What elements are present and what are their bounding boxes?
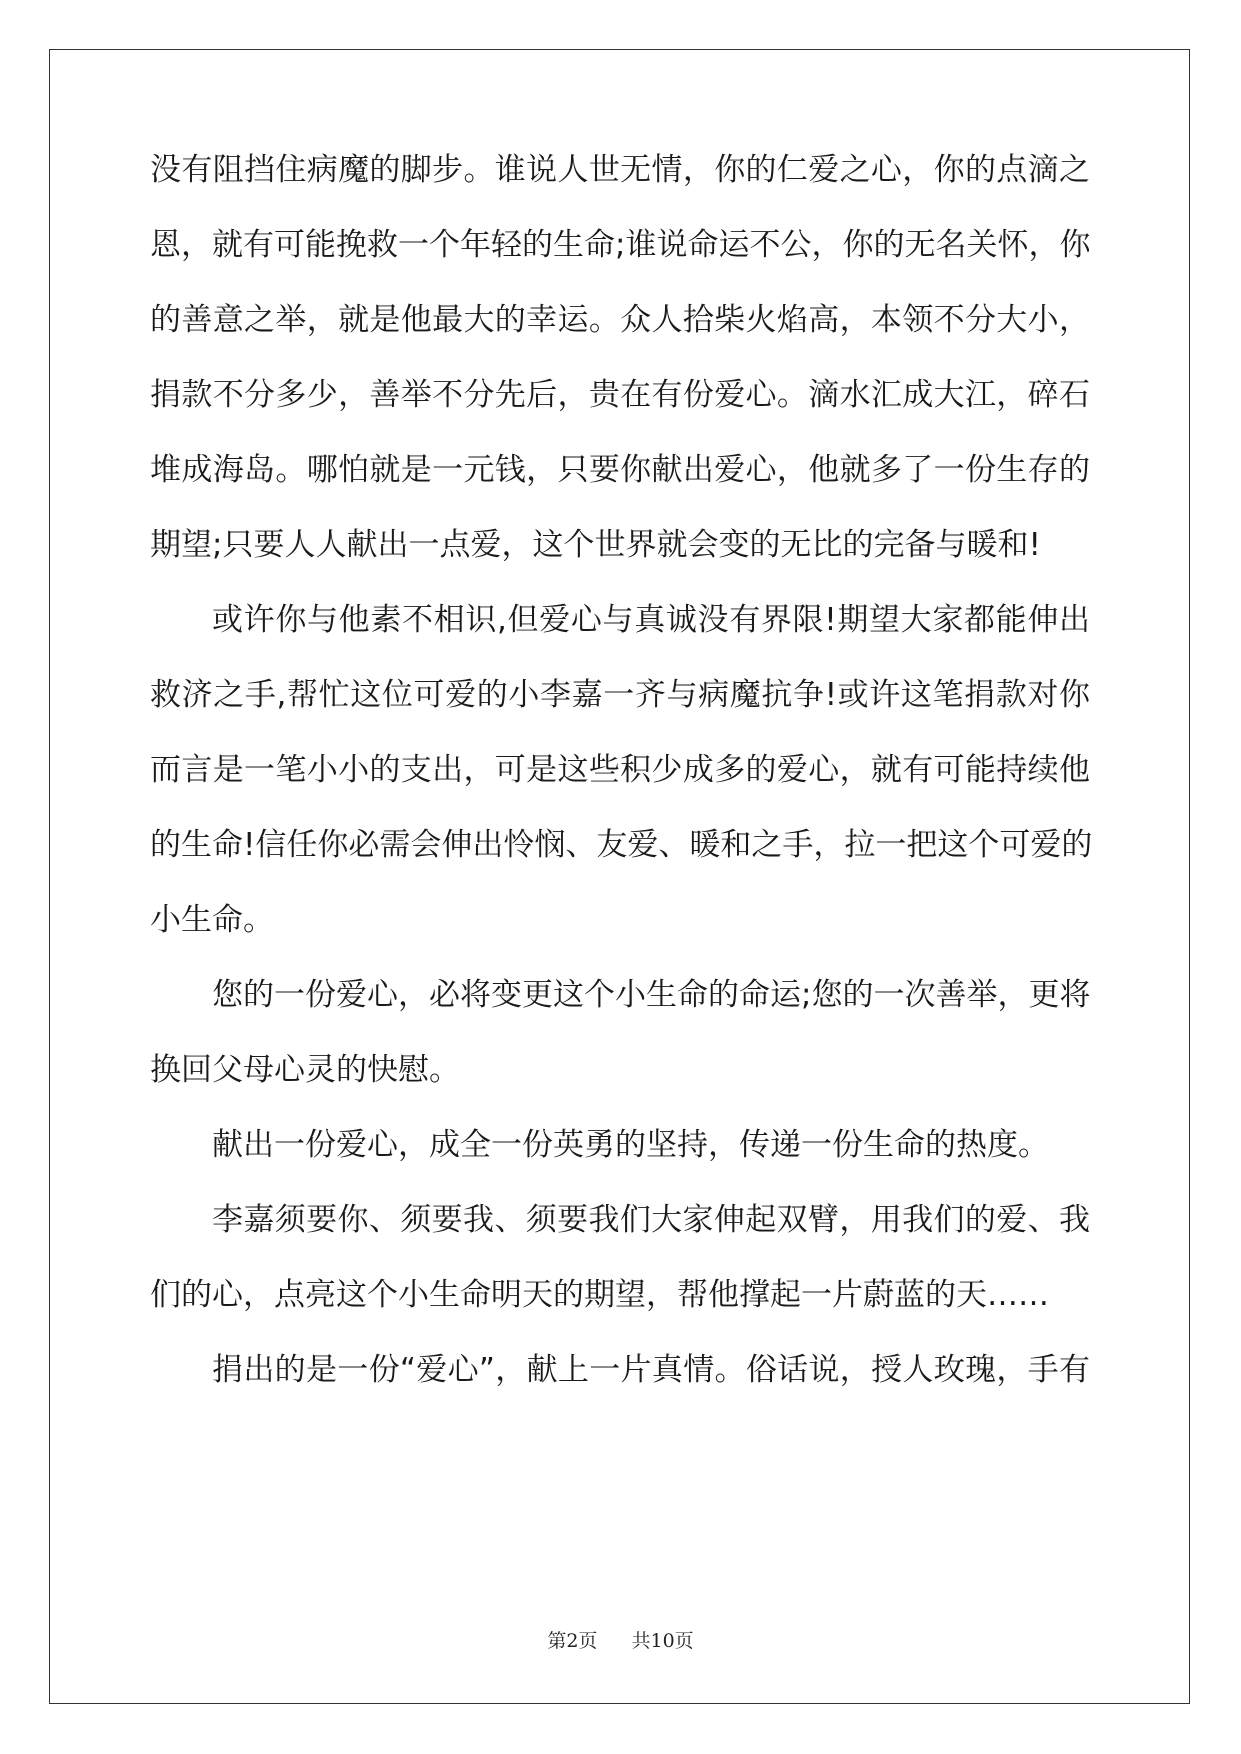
text-line: 救济之手,帮忙这位可爱的小李嘉一齐与病魔抗争!或许这笔捐款对你 — [150, 677, 1090, 713]
text-line: 的善意之举，就是他最大的幸运。众人拾柴火焰高，本领不分大小， — [150, 302, 1090, 338]
page-number: 第2页 — [547, 1630, 598, 1652]
text-line: 的生命!信任你必需会伸出怜悯、友爱、暖和之手，拉一把这个可爱的 — [150, 827, 1093, 863]
total-pages: 共10页 — [631, 1630, 694, 1652]
text-line: 堆成海岛。哪怕就是一元钱，只要你献出爱心，他就多了一份生存的 — [150, 452, 1090, 488]
paragraph-start-line: 或许你与他素不相识,但爱心与真诚没有界限!期望大家都能伸出 — [212, 602, 1090, 638]
page-footer — [0, 1626, 1241, 1653]
text-line: 小生命。 — [150, 902, 274, 938]
paragraph-start-line: 捐出的是一份“爱心”，献上一片真情。俗话说，授人玫瑰，手有 — [212, 1352, 1090, 1388]
paragraph-start-line: 李嘉须要你、须要我、须要我们大家伸起双臂，用我们的爱、我 — [212, 1202, 1090, 1238]
text-line: 换回父母心灵的快慰。 — [150, 1052, 460, 1088]
text-line: 期望;只要人人献出一点爱，这个世界就会变的无比的完备与暖和! — [150, 527, 1041, 563]
text-line: 们的心，点亮这个小生命明天的期望，帮他撑起一片蔚蓝的天…… — [150, 1277, 1049, 1313]
text-line: 而言是一笔小小的支出，可是这些积少成多的爱心，就有可能持续他 — [150, 752, 1090, 788]
paragraph-start-line: 献出一份爱心，成全一份英勇的坚持，传递一份生命的热度。 — [212, 1127, 1049, 1163]
text-line: 捐款不分多少，善举不分先后，贵在有份爱心。滴水汇成大江，碎石 — [150, 377, 1090, 413]
text-line: 恩，就有可能挽救一个年轻的生命;谁说命运不公，你的无名关怀，你 — [150, 227, 1091, 263]
text-line: 没有阻挡住病魔的脚步。谁说人世无情，你的仁爱之心，你的点滴之 — [150, 152, 1090, 188]
paragraph-start-line: 您的一份爱心，必将变更这个小生命的命运;您的一次善举，更将 — [212, 977, 1091, 1013]
